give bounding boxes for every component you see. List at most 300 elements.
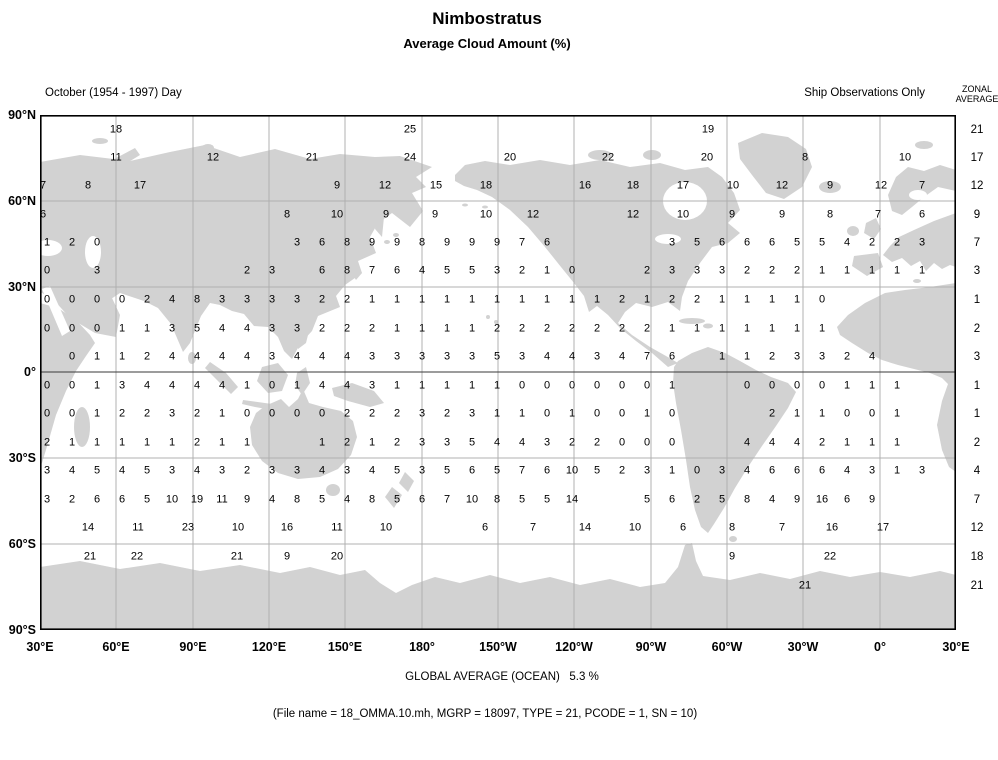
grid-value: 6 bbox=[718, 236, 726, 249]
grid-value: 10 bbox=[465, 493, 479, 506]
grid-value: 4 bbox=[193, 379, 201, 392]
grid-value: 0 bbox=[43, 322, 51, 335]
grid-value: 9 bbox=[468, 236, 476, 249]
grid-value: 1 bbox=[243, 436, 251, 449]
grid-value: 1 bbox=[318, 436, 326, 449]
longitude-label: 150°W bbox=[479, 640, 517, 654]
grid-value: 2 bbox=[618, 322, 626, 335]
grid-value: 1 bbox=[718, 322, 726, 335]
grid-value: 2 bbox=[868, 236, 876, 249]
grid-value: 4 bbox=[218, 322, 226, 335]
longitude-label: 30°E bbox=[942, 640, 970, 654]
grid-value: 3 bbox=[293, 322, 301, 335]
grid-value: 2 bbox=[568, 322, 576, 335]
grid-value: 5 bbox=[143, 464, 151, 477]
grid-value: 8 bbox=[801, 151, 809, 164]
grid-value: 9 bbox=[333, 179, 341, 192]
grid-value: 7 bbox=[443, 493, 451, 506]
grid-value: 1 bbox=[793, 293, 801, 306]
grid-value: 10 bbox=[628, 521, 642, 534]
zonal-average-value: 4 bbox=[973, 465, 981, 477]
grid-value: 3 bbox=[393, 350, 401, 363]
grid-value: 7 bbox=[918, 179, 926, 192]
grid-value: 10 bbox=[676, 208, 690, 221]
grid-value: 5 bbox=[543, 493, 551, 506]
grid-value: 14 bbox=[81, 521, 95, 534]
grid-value: 1 bbox=[418, 293, 426, 306]
grid-value: 4 bbox=[343, 493, 351, 506]
grid-value: 2 bbox=[593, 322, 601, 335]
grid-value: 3 bbox=[43, 464, 51, 477]
grid-value: 1 bbox=[43, 236, 51, 249]
grid-value: 3 bbox=[468, 350, 476, 363]
grid-value: 2 bbox=[143, 293, 151, 306]
grid-value: 4 bbox=[343, 379, 351, 392]
grid-value: 1 bbox=[868, 264, 876, 277]
grid-value: 6 bbox=[418, 493, 426, 506]
grid-value: 2 bbox=[43, 436, 51, 449]
grid-value: 12 bbox=[206, 151, 220, 164]
grid-value: 15 bbox=[429, 179, 443, 192]
grid-value: 3 bbox=[168, 322, 176, 335]
grid-value: 1 bbox=[118, 350, 126, 363]
grid-value: 0 bbox=[118, 293, 126, 306]
grid-value: 5 bbox=[318, 493, 326, 506]
zonal-average-value: 21 bbox=[970, 580, 984, 592]
grid-value: 0 bbox=[668, 436, 676, 449]
latitude-label: 30°S bbox=[8, 451, 36, 465]
grid-value: 1 bbox=[893, 379, 901, 392]
zonal-average-value: 17 bbox=[970, 152, 984, 164]
grid-value: 0 bbox=[618, 436, 626, 449]
longitude-label: 60°E bbox=[102, 640, 130, 654]
grid-value: 1 bbox=[818, 264, 826, 277]
grid-value: 4 bbox=[168, 293, 176, 306]
grid-value: 2 bbox=[568, 436, 576, 449]
grid-value: 0 bbox=[43, 264, 51, 277]
grid-value: 0 bbox=[543, 407, 551, 420]
longitude-label: 150°E bbox=[327, 640, 363, 654]
grid-value: 17 bbox=[676, 179, 690, 192]
grid-value: 2 bbox=[693, 493, 701, 506]
grid-value: 4 bbox=[293, 350, 301, 363]
grid-value: 4 bbox=[168, 379, 176, 392]
grid-value: 3 bbox=[793, 350, 801, 363]
grid-value: 4 bbox=[193, 350, 201, 363]
grid-value: 1 bbox=[893, 436, 901, 449]
grid-value: 12 bbox=[378, 179, 392, 192]
grid-value: 8 bbox=[193, 293, 201, 306]
file-info-label: (File name = 18_OMMA.10.mh, MGRP = 18097, TYPE = 21, PCODE = 1, SN = 10) bbox=[272, 708, 698, 720]
grid-value: 9 bbox=[243, 493, 251, 506]
grid-value: 4 bbox=[368, 464, 376, 477]
grid-value: 1 bbox=[468, 293, 476, 306]
grid-value: 6 bbox=[543, 236, 551, 249]
grid-value: 0 bbox=[43, 293, 51, 306]
grid-value: 9 bbox=[793, 493, 801, 506]
grid-value: 1 bbox=[818, 322, 826, 335]
grid-value: 10 bbox=[565, 464, 579, 477]
grid-value: 22 bbox=[823, 550, 837, 563]
grid-value: 5 bbox=[393, 464, 401, 477]
grid-value: 3 bbox=[418, 436, 426, 449]
grid-value: 9 bbox=[868, 493, 876, 506]
grid-value: 1 bbox=[168, 436, 176, 449]
grid-value: 10 bbox=[479, 208, 493, 221]
grid-value: 4 bbox=[143, 379, 151, 392]
grid-value: 11 bbox=[331, 521, 343, 534]
grid-value: 3 bbox=[418, 350, 426, 363]
grid-value: 4 bbox=[418, 264, 426, 277]
grid-value: 2 bbox=[68, 236, 76, 249]
grid-value: 4 bbox=[743, 464, 751, 477]
grid-value: 0 bbox=[68, 379, 76, 392]
grid-value: 1 bbox=[418, 379, 426, 392]
grid-value: 1 bbox=[218, 407, 226, 420]
grid-value: 10 bbox=[165, 493, 179, 506]
grid-value: 8 bbox=[293, 493, 301, 506]
grid-value: 8 bbox=[343, 264, 351, 277]
grid-value: 1 bbox=[593, 293, 601, 306]
grid-value: 1 bbox=[493, 407, 501, 420]
grid-value: 0 bbox=[643, 379, 651, 392]
grid-value: 9 bbox=[382, 208, 390, 221]
grid-value: 1 bbox=[668, 322, 676, 335]
longitude-label: 120°E bbox=[251, 640, 287, 654]
zonal-average-value: 18 bbox=[970, 551, 984, 563]
grid-value: 3 bbox=[493, 264, 501, 277]
grid-value: 1 bbox=[743, 350, 751, 363]
grid-value: 3 bbox=[543, 436, 551, 449]
grid-value: 3 bbox=[418, 464, 426, 477]
grid-value: 22 bbox=[130, 550, 144, 563]
grid-value: 1 bbox=[918, 264, 926, 277]
grid-value: 21 bbox=[305, 151, 319, 164]
grid-value: 0 bbox=[618, 379, 626, 392]
grid-value: 20 bbox=[503, 151, 517, 164]
grid-value: 24 bbox=[403, 151, 417, 164]
grid-value: 1 bbox=[893, 264, 901, 277]
grid-value: 0 bbox=[243, 407, 251, 420]
longitude-label: 30°W bbox=[787, 640, 819, 654]
grid-value: 3 bbox=[268, 464, 276, 477]
grid-value: 1 bbox=[668, 379, 676, 392]
zonal-header-line1: ZONAL bbox=[961, 84, 993, 94]
zonal-average-value: 1 bbox=[973, 294, 981, 306]
latitude-label: 0° bbox=[24, 365, 36, 379]
grid-value: 4 bbox=[218, 379, 226, 392]
grid-value: 2 bbox=[393, 407, 401, 420]
grid-value: 2 bbox=[368, 407, 376, 420]
grid-value: 1 bbox=[893, 464, 901, 477]
grid-value: 0 bbox=[818, 293, 826, 306]
grid-value: 0 bbox=[68, 407, 76, 420]
grid-value: 1 bbox=[893, 407, 901, 420]
grid-value: 2 bbox=[768, 407, 776, 420]
grid-value: 16 bbox=[280, 521, 294, 534]
grid-value: 4 bbox=[493, 436, 501, 449]
grid-value: 3 bbox=[468, 407, 476, 420]
grid-value: 10 bbox=[231, 521, 245, 534]
grid-value: 0 bbox=[868, 407, 876, 420]
grid-value: 0 bbox=[318, 407, 326, 420]
grid-value: 2 bbox=[893, 236, 901, 249]
grid-value: 0 bbox=[93, 293, 101, 306]
zonal-average-value: 12 bbox=[970, 522, 984, 534]
grid-value: 4 bbox=[318, 350, 326, 363]
grid-value: 2 bbox=[318, 322, 326, 335]
grid-value: 18 bbox=[626, 179, 640, 192]
grid-value: 2 bbox=[68, 493, 76, 506]
grid-value: 8 bbox=[826, 208, 834, 221]
grid-value: 21 bbox=[230, 550, 244, 563]
grid-value: 4 bbox=[618, 350, 626, 363]
grid-value: 6 bbox=[768, 236, 776, 249]
grid-value: 1 bbox=[743, 293, 751, 306]
zonal-header-line2: AVERAGE bbox=[955, 94, 998, 104]
longitude-label: 120°W bbox=[555, 640, 593, 654]
page-subtitle: Average Cloud Amount (%) bbox=[403, 36, 571, 51]
grid-value: 2 bbox=[668, 293, 676, 306]
grid-value: 8 bbox=[368, 493, 376, 506]
grid-value: 8 bbox=[343, 236, 351, 249]
grid-value: 9 bbox=[393, 236, 401, 249]
grid-value: 3 bbox=[268, 350, 276, 363]
grid-value: 2 bbox=[343, 322, 351, 335]
grid-value: 0 bbox=[768, 379, 776, 392]
grid-value: 0 bbox=[843, 407, 851, 420]
grid-value: 3 bbox=[293, 293, 301, 306]
grid-value: 0 bbox=[618, 407, 626, 420]
grid-value: 1 bbox=[468, 379, 476, 392]
grid-value: 3 bbox=[718, 464, 726, 477]
grid-value: 3 bbox=[243, 293, 251, 306]
grid-value: 2 bbox=[768, 350, 776, 363]
grid-value: 16 bbox=[578, 179, 592, 192]
grid-value: 20 bbox=[700, 151, 714, 164]
grid-value: 3 bbox=[218, 464, 226, 477]
grid-value: 5 bbox=[468, 264, 476, 277]
grid-value: 0 bbox=[268, 407, 276, 420]
grid-value: 0 bbox=[668, 407, 676, 420]
grid-value: 0 bbox=[568, 264, 576, 277]
grid-value: 8 bbox=[743, 493, 751, 506]
grid-value: 9 bbox=[493, 236, 501, 249]
grid-value: 5 bbox=[493, 350, 501, 363]
zonal-average-value: 7 bbox=[973, 494, 981, 506]
grid-value: 1 bbox=[693, 322, 701, 335]
grid-value: 3 bbox=[443, 436, 451, 449]
grid-value: 4 bbox=[743, 436, 751, 449]
grid-value: 10 bbox=[379, 521, 393, 534]
zonal-average-value: 9 bbox=[973, 209, 981, 221]
grid-value: 4 bbox=[118, 464, 126, 477]
zonal-average-value: 3 bbox=[973, 351, 981, 363]
grid-value: 1 bbox=[843, 379, 851, 392]
grid-value: 25 bbox=[403, 123, 417, 136]
grid-value: 5 bbox=[193, 322, 201, 335]
grid-value: 1 bbox=[368, 293, 376, 306]
grid-value: 1 bbox=[518, 293, 526, 306]
grid-value: 5 bbox=[143, 493, 151, 506]
grid-value: 2 bbox=[118, 407, 126, 420]
grid-value: 8 bbox=[84, 179, 92, 192]
grid-value: 1 bbox=[118, 436, 126, 449]
grid-value: 2 bbox=[443, 407, 451, 420]
grid-value: 3 bbox=[818, 350, 826, 363]
longitude-label: 90°E bbox=[179, 640, 207, 654]
zonal-average-value: 21 bbox=[970, 124, 984, 136]
grid-value: 1 bbox=[518, 407, 526, 420]
grid-value: 1 bbox=[543, 293, 551, 306]
longitude-label: 90°W bbox=[635, 640, 667, 654]
grid-value: 0 bbox=[68, 293, 76, 306]
grid-value: 1 bbox=[93, 407, 101, 420]
zonal-average-value: 2 bbox=[973, 323, 981, 335]
grid-value: 4 bbox=[518, 436, 526, 449]
grid-value: 4 bbox=[193, 464, 201, 477]
grid-value: 7 bbox=[518, 464, 526, 477]
grid-value: 11 bbox=[132, 521, 144, 534]
grid-value: 1 bbox=[643, 407, 651, 420]
grid-value: 1 bbox=[93, 379, 101, 392]
grid-value: 6 bbox=[818, 464, 826, 477]
grid-value: 1 bbox=[368, 436, 376, 449]
grid-value: 6 bbox=[481, 521, 489, 534]
grid-value: 4 bbox=[343, 350, 351, 363]
grid-value: 7 bbox=[778, 521, 786, 534]
grid-value: 5 bbox=[443, 264, 451, 277]
grid-value: 2 bbox=[643, 264, 651, 277]
grid-value: 7 bbox=[518, 236, 526, 249]
grid-value: 3 bbox=[668, 264, 676, 277]
grid-value: 3 bbox=[418, 407, 426, 420]
grid-value: 6 bbox=[318, 264, 326, 277]
grid-value: 6 bbox=[743, 236, 751, 249]
grid-value: 14 bbox=[565, 493, 579, 506]
grid-value: 2 bbox=[143, 407, 151, 420]
grid-value: 3 bbox=[518, 350, 526, 363]
grid-value: 3 bbox=[43, 493, 51, 506]
zonal-average-value: 12 bbox=[970, 180, 984, 192]
longitude-label: 0° bbox=[874, 640, 886, 654]
grid-value: 16 bbox=[825, 521, 839, 534]
grid-value: 1 bbox=[143, 436, 151, 449]
grid-value: 18 bbox=[109, 123, 123, 136]
grid-value: 1 bbox=[493, 293, 501, 306]
grid-value: 1 bbox=[868, 379, 876, 392]
grid-value: 1 bbox=[718, 350, 726, 363]
zonal-average-value: 1 bbox=[973, 408, 981, 420]
grid-value: 3 bbox=[168, 464, 176, 477]
grid-value: 1 bbox=[543, 264, 551, 277]
grid-value: 2 bbox=[593, 436, 601, 449]
grid-value: 1 bbox=[843, 264, 851, 277]
grid-value: 6 bbox=[843, 493, 851, 506]
grid-value: 3 bbox=[643, 464, 651, 477]
grid-value: 12 bbox=[775, 179, 789, 192]
grid-value: 3 bbox=[343, 464, 351, 477]
grid-value: 1 bbox=[143, 322, 151, 335]
grid-value: 1 bbox=[393, 379, 401, 392]
grid-value: 5 bbox=[718, 493, 726, 506]
grid-value: 1 bbox=[768, 293, 776, 306]
grid-value: 6 bbox=[543, 464, 551, 477]
grid-value: 1 bbox=[218, 436, 226, 449]
grid-value: 2 bbox=[393, 436, 401, 449]
grid-value: 4 bbox=[793, 436, 801, 449]
grid-value: 2 bbox=[368, 322, 376, 335]
grid-value: 17 bbox=[876, 521, 890, 534]
grid-value: 0 bbox=[93, 322, 101, 335]
grid-value: 3 bbox=[268, 322, 276, 335]
grid-value: 4 bbox=[843, 464, 851, 477]
grid-value: 9 bbox=[368, 236, 376, 249]
grid-value: 6 bbox=[93, 493, 101, 506]
grid-value: 6 bbox=[679, 521, 687, 534]
latitude-label: 90°N bbox=[8, 108, 36, 122]
grid-value: 17 bbox=[133, 179, 147, 192]
grid-value: 12 bbox=[874, 179, 888, 192]
longitude-label: 30°E bbox=[26, 640, 54, 654]
grid-value: 4 bbox=[318, 464, 326, 477]
zonal-average-value: 2 bbox=[973, 437, 981, 449]
grid-value: 2 bbox=[518, 322, 526, 335]
grid-value: 1 bbox=[443, 379, 451, 392]
source-label: Ship Observations Only bbox=[804, 87, 925, 99]
grid-value: 1 bbox=[868, 436, 876, 449]
grid-value: 12 bbox=[626, 208, 640, 221]
grid-value: 5 bbox=[443, 464, 451, 477]
grid-value: 3 bbox=[368, 350, 376, 363]
grid-value: 2 bbox=[518, 264, 526, 277]
grid-value: 1 bbox=[718, 293, 726, 306]
grid-value: 2 bbox=[768, 264, 776, 277]
grid-value: 6 bbox=[118, 493, 126, 506]
grid-value: 1 bbox=[793, 407, 801, 420]
grid-value: 0 bbox=[43, 407, 51, 420]
grid-value: 6 bbox=[318, 236, 326, 249]
longitude-label: 60°W bbox=[711, 640, 743, 654]
grid-value: 5 bbox=[93, 464, 101, 477]
grid-value: 3 bbox=[368, 379, 376, 392]
grid-value: 0 bbox=[793, 379, 801, 392]
grid-value: 3 bbox=[293, 464, 301, 477]
grid-value: 5 bbox=[518, 493, 526, 506]
grid-value: 0 bbox=[743, 379, 751, 392]
grid-value: 0 bbox=[643, 436, 651, 449]
period-label: October (1954 - 1997) Day bbox=[45, 87, 182, 99]
grid-value: 6 bbox=[468, 464, 476, 477]
latitude-label: 90°S bbox=[8, 623, 36, 637]
grid-value: 2 bbox=[618, 293, 626, 306]
grid-value: 4 bbox=[243, 322, 251, 335]
grid-value: 2 bbox=[818, 436, 826, 449]
grid-value: 1 bbox=[468, 322, 476, 335]
grid-value: 2 bbox=[143, 350, 151, 363]
grid-value: 1 bbox=[393, 293, 401, 306]
grid-value: 3 bbox=[693, 264, 701, 277]
grid-value: 4 bbox=[543, 350, 551, 363]
grid-value: 5 bbox=[493, 464, 501, 477]
grid-value: 4 bbox=[318, 379, 326, 392]
latitude-label: 30°N bbox=[8, 280, 36, 294]
grid-value: 1 bbox=[568, 293, 576, 306]
grid-value: 2 bbox=[318, 293, 326, 306]
grid-value: 9 bbox=[826, 179, 834, 192]
zonal-average-value: 1 bbox=[973, 380, 981, 392]
grid-value: 3 bbox=[593, 350, 601, 363]
